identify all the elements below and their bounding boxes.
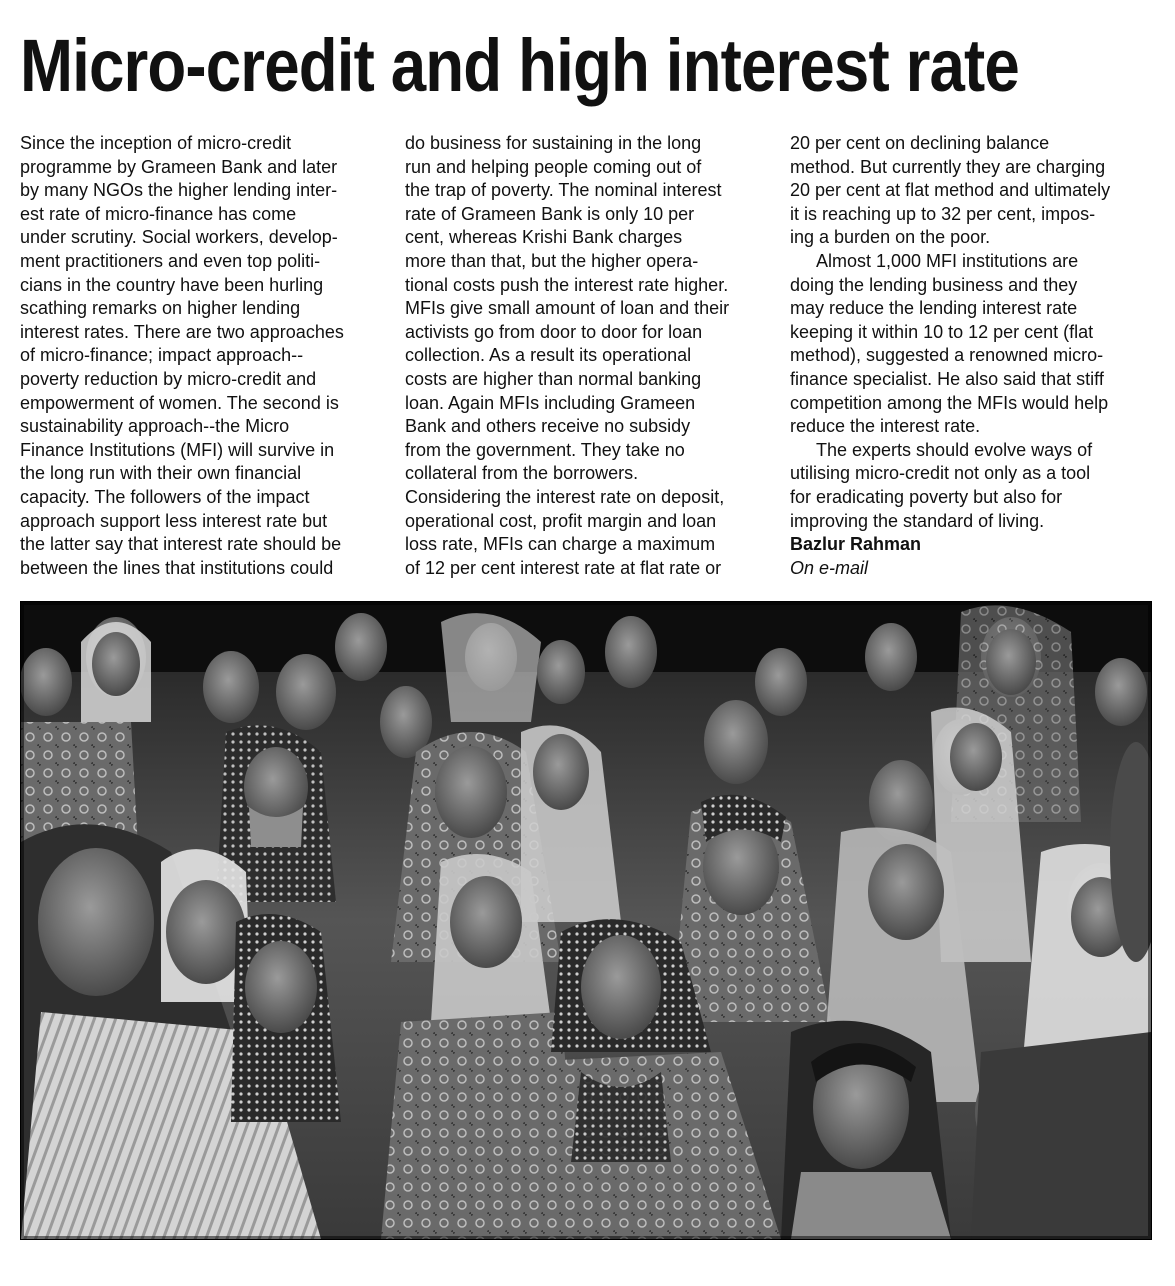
text-line: do business for sustaining in the long — [405, 133, 702, 153]
text-line: from the government. They take no — [405, 439, 685, 460]
text-line: Considering the interest rate on deposit, — [405, 486, 725, 507]
article-paragraph — [20, 132, 385, 580]
text-line: cent, whereas Krishi Bank charges — [405, 227, 683, 248]
text-line: operational cost, profit margin and loan — [405, 510, 717, 531]
text-line: utilising micro-credit not only as a tool — [790, 463, 1091, 484]
article-paragraph — [790, 250, 1155, 439]
text-line: capacity. The followers of the impact — [20, 486, 310, 507]
article-paragraph — [790, 132, 1155, 250]
text-line: collateral from the borrowers. — [405, 463, 639, 484]
text-line: doing the lending business and they — [790, 274, 1078, 295]
text-line: of 12 per cent interest rate at flat rate or — [405, 557, 722, 578]
text-line: reduce the interest rate. — [790, 416, 981, 437]
text-line: may reduce the lending interest rate — [790, 298, 1078, 319]
byline-source: On e-mail — [790, 557, 869, 578]
text-line: approach support less interest rate but — [20, 510, 328, 531]
crowd-photograph — [20, 601, 1152, 1240]
text-line: of micro-finance; impact approach-- — [20, 345, 304, 366]
text-line: programme by Grameen Bank and later — [20, 156, 338, 177]
text-line: by many NGOs the higher lending inter- — [20, 180, 338, 201]
text-line: Almost 1,000 MFI institutions are — [816, 250, 1079, 271]
text-line: loan. Again MFIs including Grameen — [405, 392, 696, 413]
text-line: improving the standard of living. — [790, 510, 1045, 531]
text-line: for eradicating poverty but also for — [790, 486, 1063, 507]
text-line: 20 per cent at flat method and ultimately — [790, 180, 1111, 201]
text-line: loss rate, MFIs can charge a maximum — [405, 534, 716, 555]
text-line: costs are higher than normal banking — [405, 368, 702, 389]
text-line: rate of Grameen Bank is only 10 per — [405, 203, 695, 224]
column-3-paragraphs — [790, 132, 1155, 533]
text-line: activists go from door to door for loan — [405, 321, 703, 342]
text-line: Finance Institutions (MFI) will survive in — [20, 439, 335, 460]
text-line: cians in the country have been hurling — [20, 274, 324, 295]
text-line: scathing remarks on higher lending — [20, 298, 301, 319]
text-line: 20 per cent on declining balance — [790, 133, 1050, 153]
headline: Micro-credit and high interest rate — [20, 24, 1019, 107]
text-line: collection. As a result its operational — [405, 345, 692, 366]
text-line: Bank and others receive no subsidy — [405, 416, 691, 437]
text-line: method. But currently they are charging — [790, 156, 1106, 177]
column-3 — [790, 132, 1155, 580]
column-1 — [20, 132, 385, 580]
article-paragraph — [405, 132, 770, 580]
text-line: between the lines that institutions could — [20, 557, 334, 578]
article-paragraph — [790, 439, 1155, 533]
text-line: ment practitioners and even top politi- — [20, 250, 321, 271]
text-line: Since the inception of micro-credit — [20, 133, 292, 153]
text-line: finance specialist. He also said that stiff — [790, 368, 1104, 389]
text-line: est rate of micro-finance has come — [20, 203, 297, 224]
text-line: competition among the MFIs would help — [790, 392, 1109, 413]
text-line: the long run with their own financial — [20, 463, 302, 484]
photo-illustration — [21, 602, 1151, 1239]
text-line: ing a burden on the poor. — [790, 227, 991, 248]
text-line: it is reaching up to 32 per cent, impos- — [790, 203, 1096, 224]
byline-author: Bazlur Rahman — [790, 534, 922, 555]
text-line: The experts should evolve ways of — [816, 439, 1093, 460]
text-line: sustainability approach--the Micro — [20, 416, 290, 437]
text-line: poverty reduction by micro-credit and — [20, 368, 317, 389]
text-line: more than that, but the higher opera- — [405, 250, 699, 271]
text-line: run and helping people coming out of — [405, 156, 702, 177]
text-line: method), suggested a renowned micro- — [790, 345, 1104, 366]
text-line: the trap of poverty. The nominal interest — [405, 180, 722, 201]
text-line: keeping it within 10 to 12 per cent (flat — [790, 321, 1094, 342]
text-line: tional costs push the interest rate higher. — [405, 274, 729, 295]
article-body — [20, 132, 1160, 587]
column-2 — [405, 132, 770, 580]
text-line: empowerment of women. The second is — [20, 392, 339, 413]
text-line: MFIs give small amount of loan and their — [405, 298, 730, 319]
text-line: the latter say that interest rate should be — [20, 534, 342, 555]
text-line: under scrutiny. Social workers, develop- — [20, 227, 338, 248]
text-line: interest rates. There are two approaches — [20, 321, 344, 342]
